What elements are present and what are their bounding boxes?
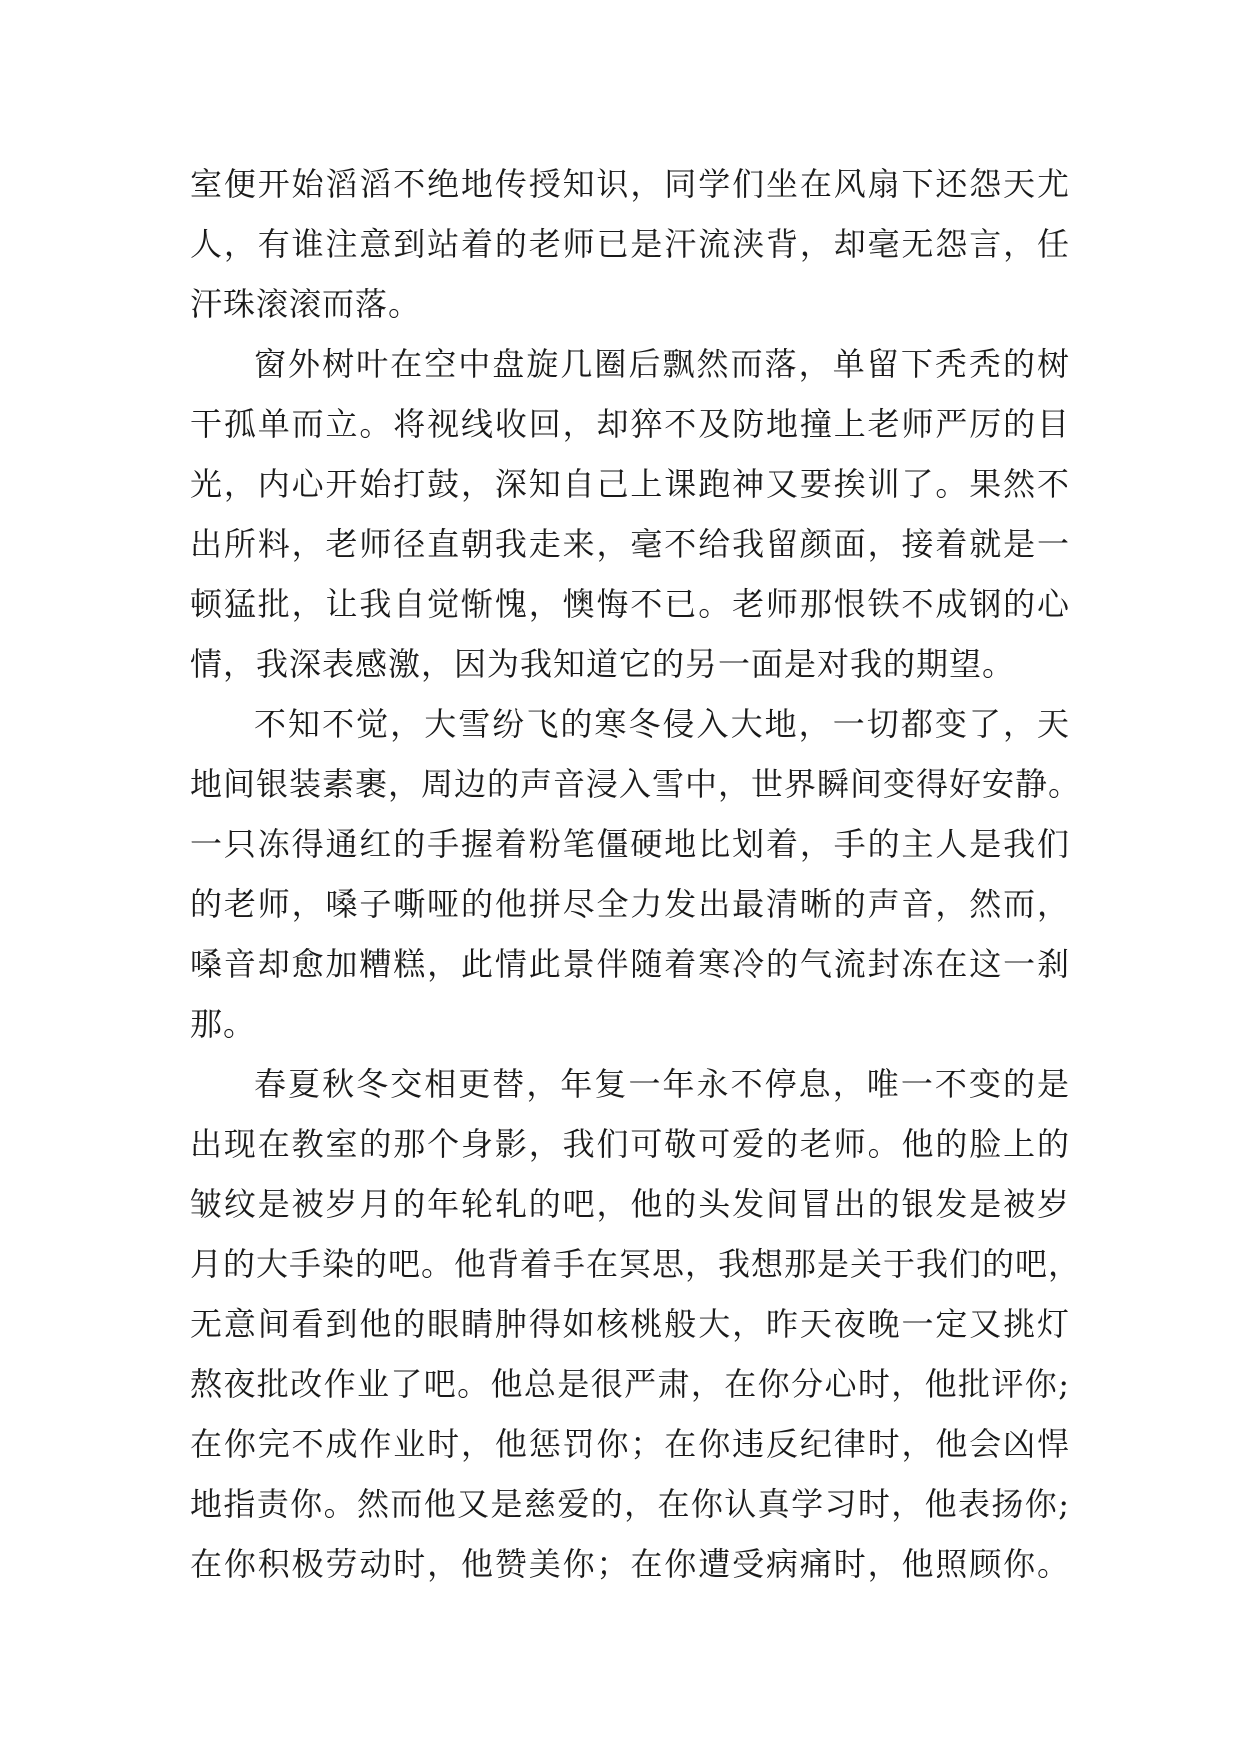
text-line: 在你积极劳动时，他赞美你；在你遭受病痛时，他照顾你。 [190,1545,1070,1583]
text-line: 的老师，嗓子嘶哑的他拼尽全力发出最清晰的声音，然而， [190,885,1070,923]
text-line: 地间银装素裹，周边的声音浸入雪中，世界瞬间变得好安静。 [190,765,1082,803]
text-line: 顿猛批，让我自觉惭愧，懊悔不已。老师那恨铁不成钢的心 [190,585,1070,623]
text-line: 无意间看到他的眼睛肿得如核桃般大，昨天夜晚一定又挑灯 [190,1305,1070,1343]
text-line: 干孤单而立。将视线收回，却猝不及防地撞上老师严厉的目 [190,405,1070,443]
text-line: 地指责你。然而他又是慈爱的，在你认真学习时，他表扬你; [190,1485,1070,1523]
text-line: 月的大手染的吧。他背着手在冥思，我想那是关于我们的吧， [190,1245,1082,1283]
paragraph-first-line: 春夏秋冬交相更替，年复一年永不停息，唯一不变的是 [254,1065,1070,1103]
text-line: 嗓音却愈加糟糕，此情此景伴随着寒冷的气流封冻在这一刹 [190,945,1070,983]
text-line: 出所料，老师径直朝我走来，毫不给我留颜面，接着就是一 [190,525,1070,563]
text-line: 那。 [190,1005,257,1043]
document-body [190,154,1082,1594]
text-line: 人，有谁注意到站着的老师已是汗流浃背，却毫无怨言，任 [190,225,1070,263]
text-line: 情，我深表感激，因为我知道它的另一面是对我的期望。 [190,645,1016,683]
paragraph-first-line: 窗外树叶在空中盘旋几圈后飘然而落，单留下秃秃的树 [254,345,1070,383]
text-line: 在你完不成作业时，他惩罚你；在你违反纪律时，他会凶悍 [190,1425,1070,1463]
text-line: 汗珠滚滚而落。 [190,285,422,323]
text-line: 一只冻得通红的手握着粉笔僵硬地比划着，手的主人是我们 [190,825,1070,863]
text-line: 熬夜批改作业了吧。他总是很严肃，在你分心时，他批评你; [190,1365,1070,1403]
text-line: 出现在教室的那个身影，我们可敬可爱的老师。他的脸上的 [190,1125,1070,1163]
text-line: 皱纹是被岁月的年轮轧的吧，他的头发间冒出的银发是被岁 [190,1185,1070,1223]
paragraph-first-line: 不知不觉，大雪纷飞的寒冬侵入大地，一切都变了，天 [254,705,1070,743]
text-line: 光，内心开始打鼓，深知自己上课跑神又要挨训了。果然不 [190,465,1070,503]
text-line: 室便开始滔滔不绝地传授知识，同学们坐在风扇下还怨天尤 [190,165,1070,203]
